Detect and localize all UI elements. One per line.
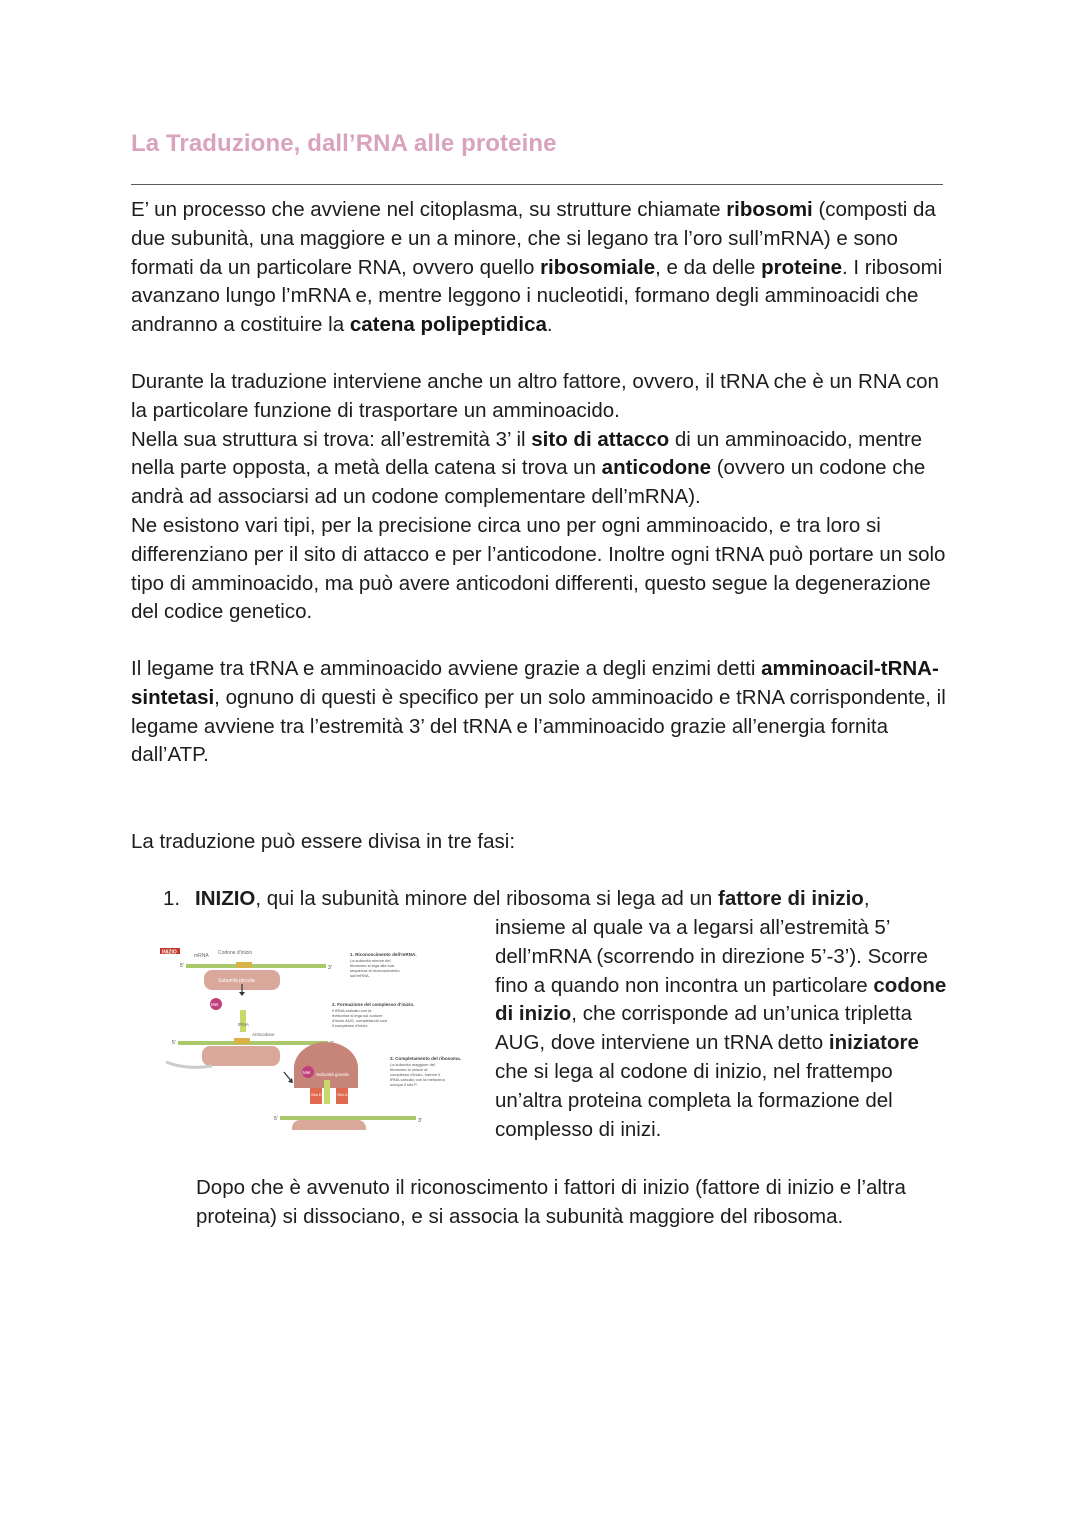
text-run: (composti da due subunità, una maggiore e un a minore, che si legano tra l’oro sull’mRNA) e sono formati da un particolare RNA, ovvero quello	[131, 198, 936, 279]
text-run: insieme al quale va a legarsi all’estremità 5’ dell’mRNA (scorrendo in direzione 5’-3’). Scorre fino a quando non incontra un particolare	[495, 916, 928, 997]
title-divider	[131, 184, 943, 185]
trna-2	[324, 1080, 330, 1104]
mrna-strand-3	[280, 1116, 416, 1120]
text-run: che si lega al codone di inizio, nel frattempo un’altra proteina completa la formazione del complesso di inizi.	[495, 1059, 893, 1141]
met-label-1: Met	[211, 1002, 219, 1007]
bold-term: amminoacil-tRNA-sintetasi	[131, 657, 939, 709]
text-run: di un amminoacido, mentre nella parte opposta, a metà della catena si trova un	[131, 427, 923, 480]
start-codon-1	[236, 962, 252, 968]
text-run: Ne esistono vari tipi, per la precisione circa uno per ogni amminoacido, e tra loro si differenziano per il sito di attacco e per l’anticodone. Inoltre ogni tRNA può portare un solo tipo di amminoacido, ma può avere anticodoni differenti, questo segue la degenerazione del codice genetico.	[131, 513, 946, 624]
text-run: Nella sua struttura si trova: all’estremità 3’ il	[131, 427, 532, 451]
bold-term: ribosomi	[726, 198, 813, 221]
caption-3-title: 3. Completamento del ribosoma.	[390, 1056, 461, 1061]
caption-3-text: La subunità maggiore del ribosoma si unisce al complesso d’inizio, mentre il tRNA caricato con la metionina occupa il sito P.	[390, 1062, 445, 1087]
list-item-head-text	[195, 887, 870, 910]
phase-tag: INIZIO	[162, 949, 177, 956]
bold-term: ribosomiale	[540, 255, 656, 279]
paragraph-synthetase	[131, 655, 951, 770]
five-prime-1: 5’	[180, 963, 184, 969]
text-run: Durante la traduzione interviene anche un altro fattore, ovvero, il tRNA che è un RNA con la particolare funzione di trasportare un amminoacido.	[131, 370, 939, 422]
bold-term: codone di inizio	[495, 973, 947, 1026]
paragraph-phases-intro: La traduzione può essere divisa in tre fasi:	[131, 830, 516, 853]
three-prime-3: 3’	[418, 1118, 422, 1124]
text-run: , ognuno di questi è specifico per un solo amminoacido e tRNA corrispondente, il legame avviene tra l’estremità 3’ del tRNA e l’amminoacido grazie all’energia fornita dall’ATP.	[131, 685, 946, 767]
caption-2-title: 2. Formazione del complesso d’inizio.	[332, 1002, 415, 1007]
small-subunit-label: Subunità piccola	[218, 978, 255, 984]
paragraph-ribosomes	[131, 196, 951, 340]
bold-term: anticodone	[601, 456, 712, 480]
mrna-strand-1	[186, 964, 326, 968]
bold-term: fattore di inizio	[718, 887, 864, 910]
caption-2-text: Il tRNA caricato con la metionina si lega sul codone d’inizio AUG, completando così il complesso d’inizio.	[332, 1008, 388, 1028]
five-prime-3: 5’	[274, 1116, 278, 1122]
text-run: (ovvero un codone che andrà ad associarsi ad un codone complementare dell’mRNA).	[131, 456, 926, 509]
caption-1-title: 1. Riconoscimento dell’mRNA.	[350, 952, 417, 957]
bold-term: sito di attacco	[531, 427, 670, 451]
page-title: La Traduzione, dall’RNA alle proteine	[131, 130, 557, 157]
bold-term: proteine	[761, 255, 842, 279]
small-subunit-3	[292, 1120, 366, 1130]
site-a-label: Sito A	[337, 1092, 348, 1097]
large-subunit-label: Subunità grande	[316, 1072, 350, 1077]
three-prime-1: 3’	[328, 965, 332, 971]
list-number: 1.	[163, 887, 181, 910]
paragraph-dissociation: Dopo che è avvenuto il riconoscimento i fattori di inizio (fattore di inizio e l’altra proteina) si dissociano, e si associa la subunità maggiore del ribosoma.	[196, 1176, 906, 1228]
five-prime-2: 5’	[172, 1040, 176, 1046]
text-run: .	[546, 313, 553, 337]
text-run: , qui la subunità minore del ribosoma si lega ad un	[255, 887, 719, 910]
paragraph-trna	[131, 368, 951, 627]
caption-1-text: La subunità minore del ribosoma si lega alla sua sequenza di riconoscimento sull’mRNA.	[350, 958, 400, 978]
bold-term: catena polipeptidica	[349, 313, 547, 337]
trna-1	[240, 1010, 246, 1032]
start-codon-2	[234, 1038, 250, 1044]
anticodon-label: Anticodone	[252, 1032, 275, 1037]
codon-label: Codone d’inizio	[218, 950, 253, 956]
list-item-inizio	[163, 885, 953, 914]
list-item-inizio-continued	[495, 914, 955, 1144]
small-subunit-2	[202, 1046, 280, 1066]
bold-term: INIZIO	[195, 887, 256, 910]
site-e-label: Sito E	[311, 1092, 322, 1097]
trna-label: tRNA	[238, 1022, 249, 1027]
bold-term: iniziatore	[828, 1031, 919, 1055]
text-run: , e da delle	[655, 255, 762, 279]
text-run: , che corrisponde ad un’unica tripletta AUG, dove interviene un tRNA detto	[495, 1002, 913, 1055]
mrna-label: mRNA	[194, 953, 209, 959]
text-run: E’ un processo che avviene nel citoplasma, su strutture chiamate	[131, 198, 727, 221]
text-run: . I ribosomi avanzano lungo l’mRNA e, mentre leggono i nucleotidi, formano degli amminoacidi che andranno a costituire la	[131, 255, 943, 337]
translation-initiation-figure	[160, 944, 482, 1134]
mrna-strand-2	[178, 1041, 328, 1045]
text-run: Il legame tra tRNA e amminoacido avviene grazie a degli enzimi detti	[131, 657, 762, 680]
text-run: ,	[863, 887, 870, 910]
met-label-2: Met	[303, 1070, 311, 1075]
